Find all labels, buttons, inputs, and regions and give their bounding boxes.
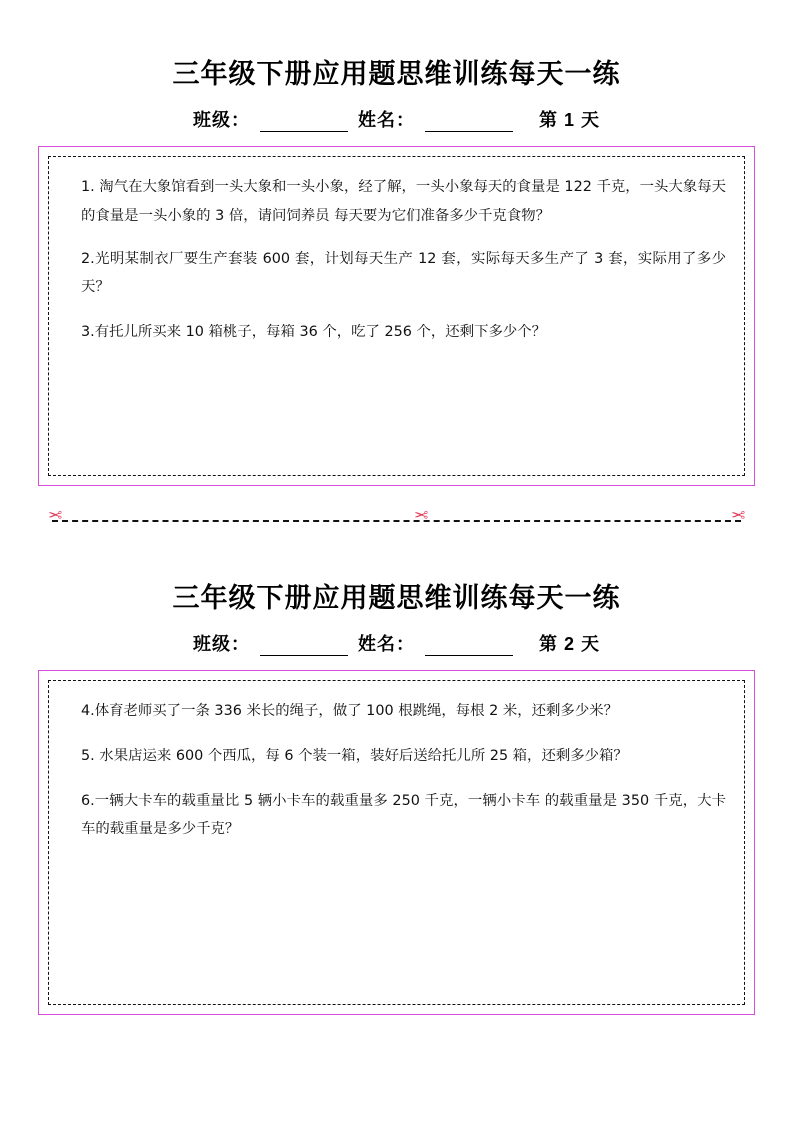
- name-input-1[interactable]: [425, 115, 513, 132]
- scissors-icon: ✂: [48, 506, 63, 525]
- cut-line-dashes: [52, 520, 741, 522]
- problem-item: 2.光明某制衣厂要生产套装 600 套，计划每天生产 12 套，实际每天多生产了 3 套，实际用了多少天？: [81, 250, 726, 296]
- class-label-2: 班级：: [192, 634, 250, 654]
- name-input-2[interactable]: [425, 639, 513, 656]
- class-label-1: 班级：: [192, 110, 250, 130]
- problem-item: 1. 淘气在大象馆看到一头大象和一头小象，经了解，一头小象每天的食量是 122 千克，一头大象每天的食量是一头小象的 3 倍，请问饲养员 每天要为它们准备多少千克食物？: [81, 179, 726, 224]
- class-input-2[interactable]: [260, 639, 348, 656]
- scissors-icon: ✂: [730, 506, 745, 525]
- problem-box-1: [38, 146, 755, 486]
- student-info-row-2: [38, 630, 755, 656]
- class-input-1[interactable]: [260, 115, 348, 132]
- page-title-1: 三年级下册应用题思维训练每天一练: [172, 59, 621, 90]
- name-label-1: 姓名：: [357, 110, 415, 130]
- page-title-2: 三年级下册应用题思维训练每天一练: [172, 583, 621, 614]
- student-info-row-1: [38, 106, 755, 132]
- problem-item: 6.一辆大卡车的载重量比 5 辆小卡车的载重量多 250 千克，一辆小卡车 的载重量是 350 千克，大卡车的载重量是多少千克？: [81, 792, 726, 838]
- day-label-1: 第 1 天: [538, 110, 600, 130]
- worksheet-day-2: [38, 540, 755, 1015]
- cut-line: [38, 500, 755, 540]
- problem-item: 3.有托儿所买来 10 箱桃子，每箱 36 个，吃了 256 个，还剩下多少个？: [81, 324, 547, 341]
- day-label-2: 第 2 天: [538, 634, 600, 654]
- name-label-2: 姓名：: [357, 634, 415, 654]
- scissors-icon: ✂: [414, 506, 429, 525]
- problem-list-1: [48, 156, 745, 476]
- worksheet-day-1: [38, 0, 755, 486]
- problem-box-2: [38, 670, 755, 1015]
- problem-item: 4.体育老师买了一条 336 米长的绳子，做了 100 根跳绳，每根 2 米，还剩多少米？: [81, 703, 618, 719]
- problem-list-2: [48, 680, 745, 1005]
- problem-item: 5. 水果店运来 600 个西瓜，每 6 个装一箱，装好后送给托儿所 25 箱，还剩多少箱？: [81, 747, 628, 764]
